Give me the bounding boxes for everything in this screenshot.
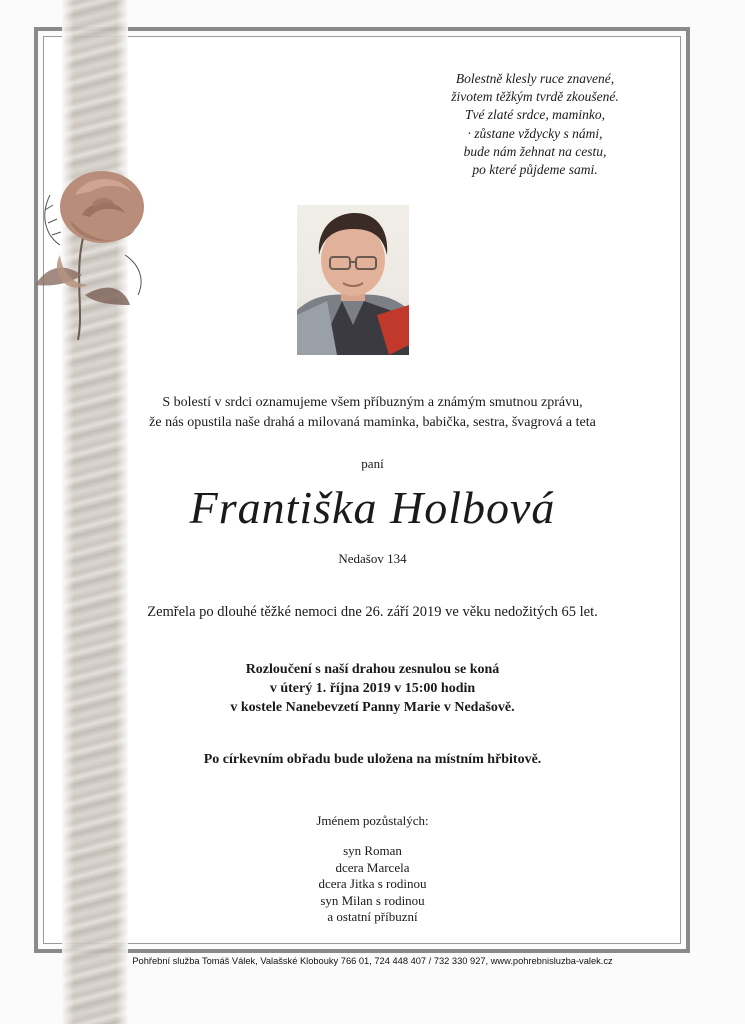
relative-item: syn Milan s rodinou: [320, 892, 425, 908]
portrait-photo: [297, 205, 409, 355]
poem-line: · zůstane vždycky s námi,: [467, 125, 603, 141]
relative-item: a ostatní příbuzní: [327, 909, 418, 924]
farewell-line: v úterý 1. října 2019 v 15:00 hodin: [269, 681, 476, 696]
death-notice: Zemřela po dlouhé těžké nemoci dne 26. září 2019 ve věku nedožitých 65 let.: [147, 604, 598, 620]
poem: [430, 70, 640, 179]
on-behalf-heading: Jménem pozůstalých:: [316, 813, 429, 828]
poem-line: Tvé zlaté srdce, maminko,: [464, 107, 606, 123]
announcement-line: že nás opustila naše drahá a milovaná maminka, babička, sestra, švagrová a teta: [149, 415, 596, 430]
farewell-details: [0, 660, 745, 717]
relative-item: dcera Jitka s rodinou: [318, 876, 427, 891]
poem-line: Bolestně klesly ruce znavené,: [455, 71, 615, 86]
relatives-list: [0, 843, 745, 926]
farewell-line: v kostele Nanebevzetí Panny Marie v Nedašově.: [230, 700, 515, 715]
relative-item: dcera Marcela: [335, 859, 410, 875]
address: Nedašov 134: [338, 551, 407, 566]
relative-item: syn Roman: [343, 843, 402, 858]
announcement-line: S bolestí v srdci oznamujeme všem příbuzným a známým smutnou zprávu,: [162, 395, 583, 410]
rose-icon: [30, 155, 170, 345]
farewell-line: Rozloučení s naší drahou zesnulou se koná: [245, 662, 500, 677]
footer-funeral-service: Pohřební služba Tomáš Válek, Valašské Klobouky 766 01, 724 448 407 / 732 330 927, www.pohrebnisluzba-valek.cz: [132, 956, 613, 966]
poem-line: životem těžkým tvrdě zkoušené.: [451, 89, 619, 105]
burial-notice: Po církevním obřadu bude uložena na místním hřbitově.: [203, 752, 542, 767]
deceased-name: Františka Holbová: [189, 482, 556, 533]
title-word: paní: [361, 456, 384, 471]
poem-line: po které půjdeme sami.: [472, 162, 598, 178]
announcement: [0, 393, 745, 433]
poem-line: bude nám žehnat na cestu,: [463, 143, 607, 159]
